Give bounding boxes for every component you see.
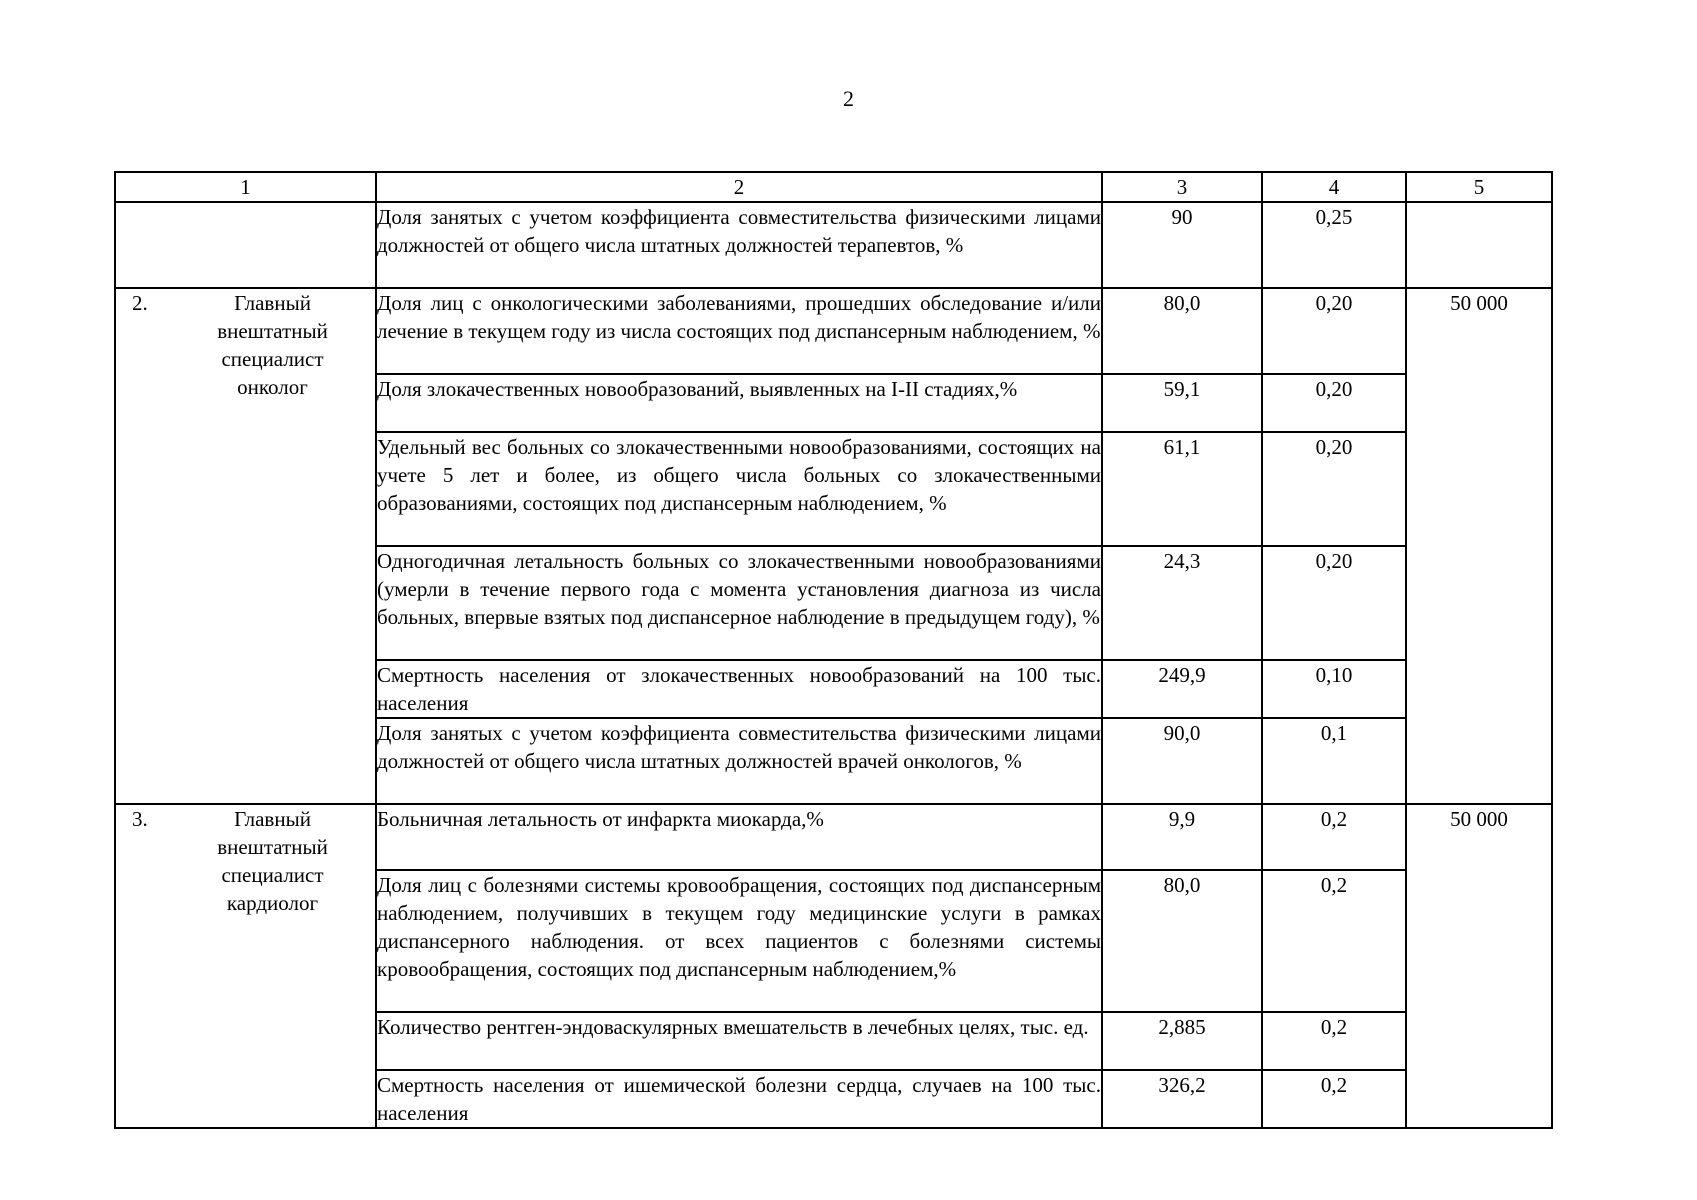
target-value: 9,9 [1102,804,1262,870]
indicator-description: Доля лиц с болезнями системы кровообращения, состоящих под диспансерным наблюдением, получивших в текущем году медицинские услуги в рамках диспансерного наблюдения. от всех пациентов с болезнями системы кровообращения, состоящих под диспансерным наблюдением,% [376,870,1102,1012]
indicators-table [114,171,1553,1129]
target-value: 24,3 [1102,546,1262,660]
group-cell [115,288,376,804]
weight-value: 0,10 [1262,660,1406,718]
column-header: 1 [115,172,376,202]
group-title: Главный внештатный специалист кардиолог [217,807,328,915]
target-value: 80,0 [1102,288,1262,374]
indicator-description: Доля занятых с учетом коэффициента совместительства физическими лицами должностей от общего числа штатных должностей врачей онкологов, % [376,718,1102,804]
weight-value: 0,20 [1262,546,1406,660]
indicator-description: Доля злокачественных новообразований, выявленных на I-II стадиях,% [376,374,1102,432]
target-value: 59,1 [1102,374,1262,432]
target-value: 90 [1102,202,1262,288]
table-row [115,804,1552,870]
group-cell [115,804,376,1128]
group-title: Главный внештатный специалист онколог [217,291,328,399]
indicator-description: Смертность населения от злокачественных новообразований на 100 тыс. населения [376,660,1102,718]
empty-cell [1406,202,1552,288]
page-number: 2 [843,86,854,111]
column-header: 3 [1102,172,1262,202]
target-value: 61,1 [1102,432,1262,546]
indicator-description: Удельный вес больных со злокачественными новообразованиями, состоящих на учете 5 лет и более, из общего числа больных со злокачественными образованиями, состоящих под диспансерным наблюдением, % [376,432,1102,546]
indicator-description: Больничная летальность от инфаркта миокарда,% [376,804,1102,870]
bonus-amount: 50 000 [1406,288,1552,804]
weight-value: 0,20 [1262,288,1406,374]
weight-value: 0,1 [1262,718,1406,804]
column-header: 2 [376,172,1102,202]
target-value: 326,2 [1102,1070,1262,1128]
table-row [115,202,1552,288]
weight-value: 0,20 [1262,432,1406,546]
weight-value: 0,25 [1262,202,1406,288]
target-value: 90,0 [1102,718,1262,804]
weight-value: 0,2 [1262,1070,1406,1128]
group-number: 2. [132,291,148,315]
header-row [115,172,1552,202]
empty-cell [115,202,376,288]
table-row [115,288,1552,374]
group-number: 3. [132,807,148,831]
indicator-description: Доля занятых с учетом коэффициента совместительства физическими лицами должностей от общего числа штатных должностей терапевтов, % [376,202,1102,288]
target-value: 249,9 [1102,660,1262,718]
bonus-amount: 50 000 [1406,804,1552,1128]
indicator-description: Одногодичная летальность больных со злокачественными новообразованиями (умерли в течение первого года с момента установления диагноза из числа больных, впервые взятых под диспансерное наблюдение в предыдущем году), % [376,546,1102,660]
target-value: 80,0 [1102,870,1262,1012]
column-header: 5 [1406,172,1552,202]
indicator-description: Доля лиц с онкологическими заболеваниями, прошедших обследование и/или лечение в текущем году из числа состоящих под диспансерным наблюдением, % [376,288,1102,374]
weight-value: 0,2 [1262,804,1406,870]
weight-value: 0,2 [1262,1012,1406,1070]
indicator-description: Количество рентген-эндоваскулярных вмешательств в лечебных целях, тыс. ед. [376,1012,1102,1070]
target-value: 2,885 [1102,1012,1262,1070]
weight-value: 0,20 [1262,374,1406,432]
column-header: 4 [1262,172,1406,202]
weight-value: 0,2 [1262,870,1406,1012]
indicator-description: Смертность населения от ишемической болезни сердца, случаев на 100 тыс. населения [376,1070,1102,1128]
